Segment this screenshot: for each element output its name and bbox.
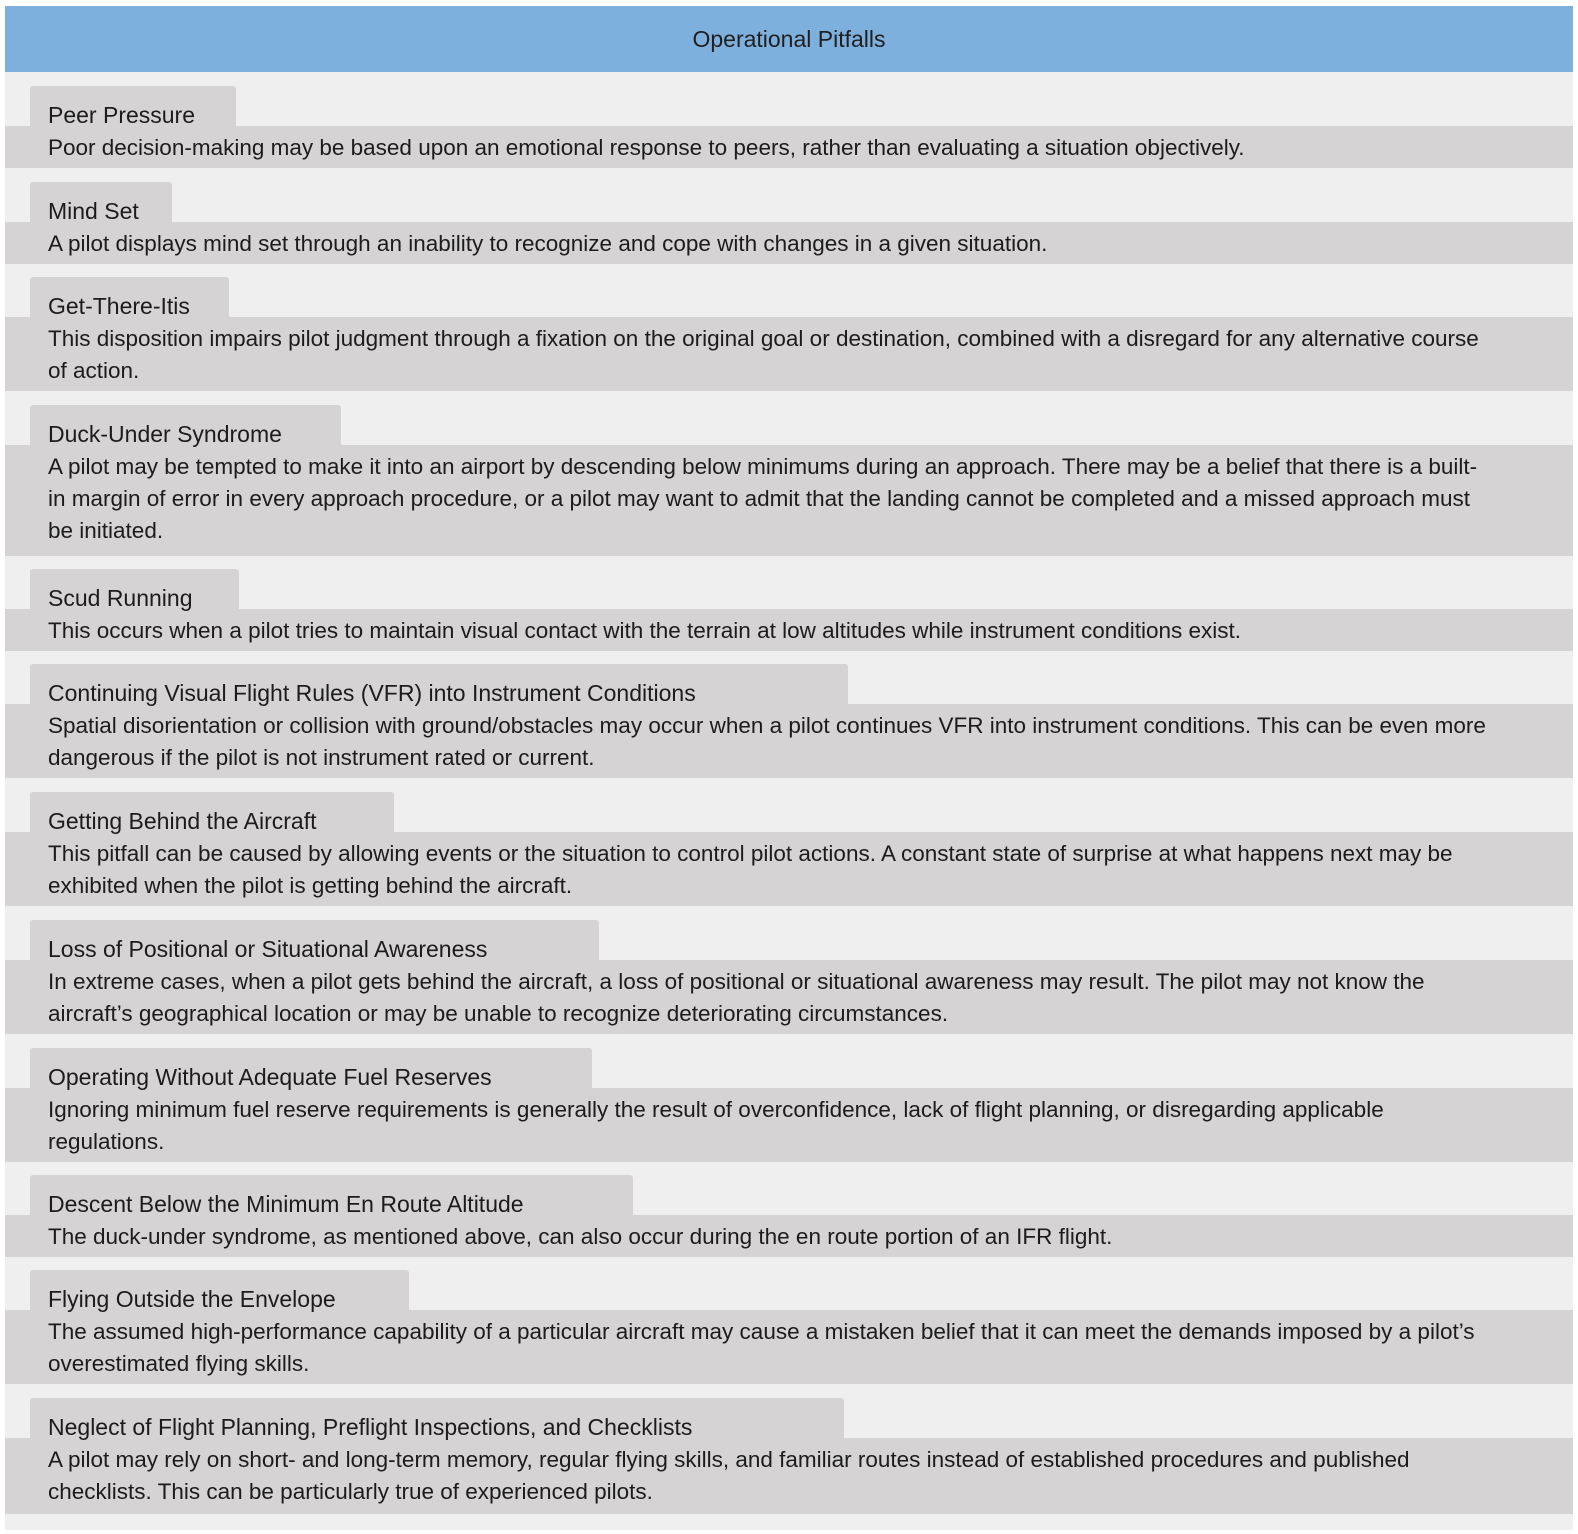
- pitfall-title: Continuing Visual Flight Rules (VFR) into Instrument Conditions: [48, 680, 696, 706]
- pitfall-title: Descent Below the Minimum En Route Altitude: [48, 1191, 524, 1217]
- table-header: [5, 6, 1573, 72]
- pitfall-description: This pitfall can be caused by allowing events or the situation to control pilot actions. A constant state of surprise at what happens next may be exhibited when the pilot is getting behind the aircraft.: [48, 841, 1453, 898]
- pitfall-title: Mind Set: [48, 198, 139, 224]
- pitfall-title: Get-There-Itis: [48, 293, 190, 319]
- pitfall-title: Loss of Positional or Situational Awareness: [48, 936, 488, 962]
- pitfall-description: This disposition impairs pilot judgment through a fixation on the original goal or destination, combined with a disregard for any alternative course of action.: [48, 326, 1479, 383]
- pitfall-title: Getting Behind the Aircraft: [48, 808, 317, 834]
- pitfall-title: Operating Without Adequate Fuel Reserves: [48, 1064, 492, 1090]
- table-title: Operational Pitfalls: [692, 25, 886, 52]
- pitfall-description: In extreme cases, when a pilot gets behind the aircraft, a loss of positional or situational awareness may result. The pilot may not know the aircraft’s geographical location or may be unable to recognize deteriorating circumstances.: [48, 969, 1425, 1026]
- pitfall-description: Poor decision-making may be based upon an emotional response to peers, rather than evaluating a situation objectively.: [48, 135, 1245, 160]
- pitfall-description: The duck-under syndrome, as mentioned above, can also occur during the en route portion of an IFR flight.: [48, 1224, 1113, 1249]
- pitfall-description: A pilot may rely on short- and long-term memory, regular flying skills, and familiar routes instead of established procedures and published checklists. This can be particularly true of experienced pilots.: [48, 1447, 1410, 1504]
- pitfall-description: The assumed high-performance capability of a particular aircraft may cause a mistaken belief that it can meet the demands imposed by a pilot’s overestimated flying skills.: [48, 1319, 1475, 1376]
- pitfall-title: Flying Outside the Envelope: [48, 1286, 336, 1312]
- pitfall-description: Spatial disorientation or collision with ground/obstacles may occur when a pilot continues VFR into instrument conditions. This can be even more dangerous if the pilot is not instrument rated or current.: [48, 713, 1486, 770]
- pitfall-title: Duck-Under Syndrome: [48, 421, 282, 447]
- pitfall-title: Neglect of Flight Planning, Preflight Inspections, and Checklists: [48, 1414, 693, 1440]
- pitfall-description: A pilot may be tempted to make it into an airport by descending below minimums during an approach. There may be a belief that there is a built-in margin of error in every approach procedure, or a pilot may want to admit that the landing cannot be completed and a missed approach must be initiated.: [48, 454, 1478, 543]
- pitfall-description: Ignoring minimum fuel reserve requirements is generally the result of overconfidence, lack of flight planning, or disregarding applicable regulations.: [48, 1097, 1384, 1154]
- pitfall-title: Peer Pressure: [48, 102, 196, 128]
- pitfall-title: Scud Running: [48, 585, 193, 611]
- pitfall-description: This occurs when a pilot tries to maintain visual contact with the terrain at low altitudes while instrument conditions exist.: [48, 618, 1242, 643]
- operational-pitfalls-table: [5, 6, 1573, 1530]
- pitfall-description: A pilot displays mind set through an inability to recognize and cope with changes in a given situation.: [48, 231, 1048, 256]
